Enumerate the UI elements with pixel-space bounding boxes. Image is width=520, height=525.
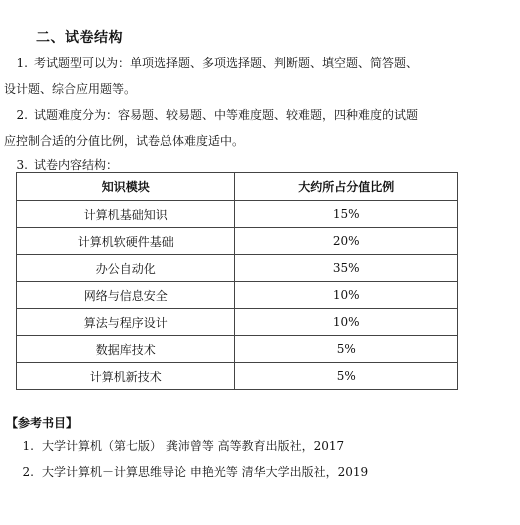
- header-module: 知识模块: [17, 173, 235, 201]
- item-number: 3.: [16, 158, 28, 172]
- cell-ratio: 15%: [235, 201, 458, 228]
- item-number: 2.: [16, 108, 28, 122]
- cell-module: 数据库技术: [17, 336, 235, 363]
- cell-module: 算法与程序设计: [17, 309, 235, 336]
- cell-ratio: 5%: [235, 336, 458, 363]
- cell-ratio: 10%: [235, 282, 458, 309]
- table-row: [17, 201, 458, 228]
- reference-number: 1.: [22, 439, 34, 453]
- content-structure-table: [16, 172, 458, 390]
- item-text-continued: 设计题、综合应用题等。: [4, 82, 137, 96]
- references-title: 【参考书目】: [6, 416, 79, 430]
- header-ratio: 大约所占分值比例: [235, 173, 458, 201]
- table-row: [17, 363, 458, 390]
- item-text: 试卷内容结构：: [34, 158, 119, 172]
- cell-module: 计算机新技术: [17, 363, 235, 390]
- cell-ratio: 5%: [235, 363, 458, 390]
- reference-number: 2.: [22, 465, 34, 479]
- cell-module: 计算机基础知识: [17, 201, 235, 228]
- cell-ratio: 20%: [235, 228, 458, 255]
- reference-text: 大学计算机－计算思维导论 申艳光等 清华大学出版社，2019: [42, 465, 369, 479]
- table-row: [17, 282, 458, 309]
- cell-module: 计算机软硬件基础: [17, 228, 235, 255]
- section-heading: 二、试卷结构: [36, 30, 123, 46]
- reference-item: [4, 462, 512, 482]
- cell-module: 网络与信息安全: [17, 282, 235, 309]
- cell-module: 办公自动化: [17, 255, 235, 282]
- table-row: [17, 255, 458, 282]
- table-header-row: [17, 173, 458, 201]
- table-row: [17, 228, 458, 255]
- table-row: [17, 336, 458, 363]
- item-text: 考试题型可以为：单项选择题、多项选择题、判断题、填空题、简答题、: [34, 56, 419, 70]
- item-number: 1.: [16, 56, 28, 70]
- cell-ratio: 10%: [235, 309, 458, 336]
- cell-ratio: 35%: [235, 255, 458, 282]
- item-difficulty: [4, 102, 512, 154]
- item-question-types: [4, 50, 512, 102]
- item-text-continued: 应控制合适的分值比例，试卷总体难度适中。: [4, 134, 245, 148]
- item-text: 试题难度分为：容易题、较易题、中等难度题、较难题，四种难度的试题: [34, 108, 419, 122]
- table-row: [17, 309, 458, 336]
- reference-text: 大学计算机（第七版） 龚沛曾等 高等教育出版社，2017: [42, 439, 345, 453]
- reference-item: [4, 436, 512, 456]
